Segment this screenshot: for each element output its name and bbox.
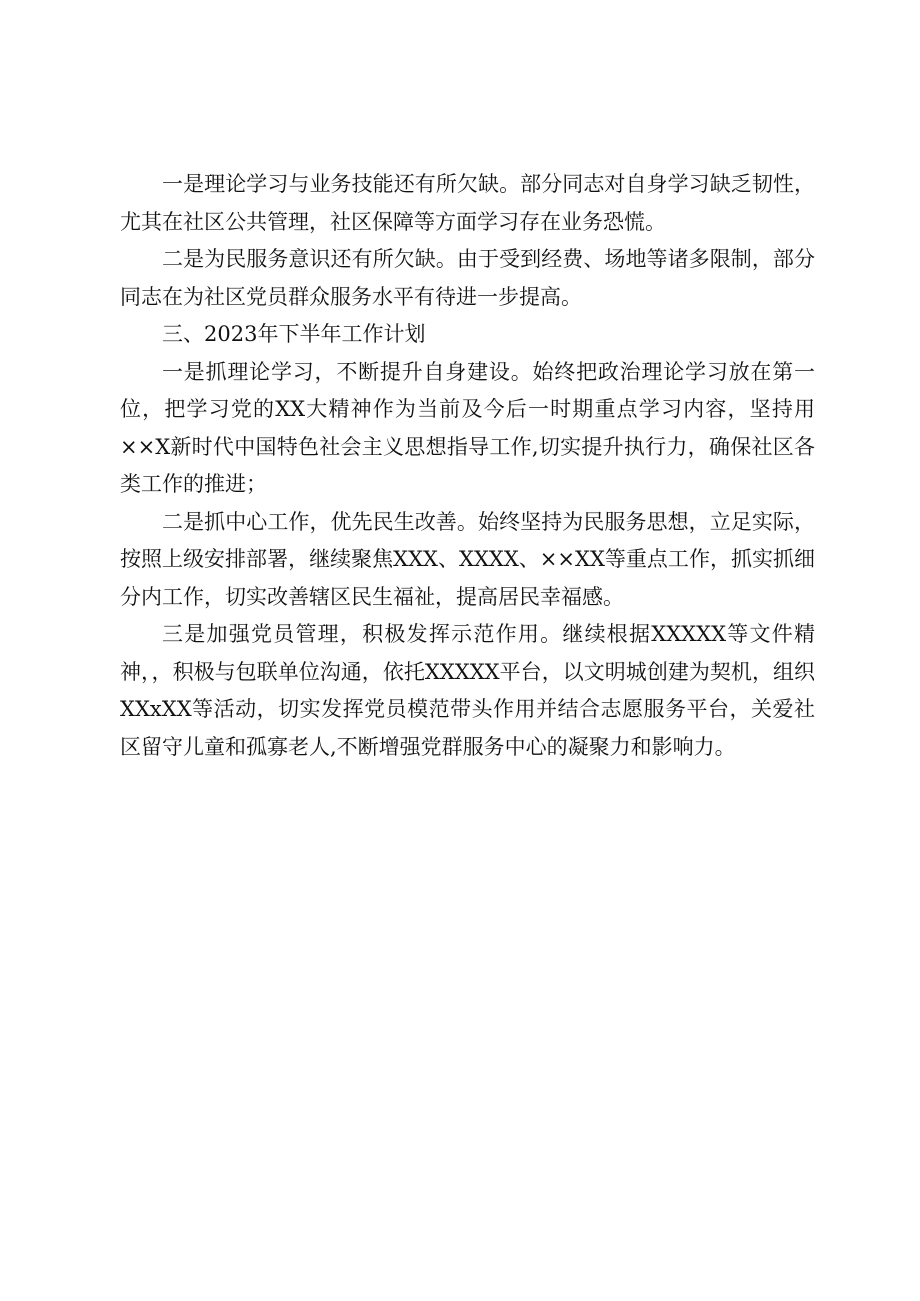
paragraph-shortcoming-study: 一是理论学习与业务技能还有所欠缺。部分同志对自身学习缺乏韧性，尤其在社区公共管理，社区保障等方面学习存在业务恐慌。	[120, 172, 815, 234]
paragraph-plan-party-management: 三是加强党员管理，积极发挥示范作用。继续根据XXXXX等文件精神，，积极与包联单位沟通，依托XXXXX平台，以文明城创建为契机，组织XXxXX等活动，切实发挥党员模范带头作用并结合志愿服务平台，关爱社区留守儿童和孤寡老人,不断增强党群服务中心的凝聚力和影响力。	[120, 622, 815, 759]
document-body	[120, 166, 815, 766]
paragraph-shortcoming-service: 二是为民服务意识还有所欠缺。由于受到经费、场地等诸多限制，部分同志在为社区党员群众服务水平有待进一步提高。	[120, 247, 815, 309]
paragraph-plan-central-work: 二是抓中心工作，优先民生改善。始终坚持为民服务思想，立足实际，按照上级安排部署，继续聚焦XXX、XXXX、××XX等重点工作，抓实抓细分内工作，切实改善辖区民生福祉，提高居民幸福感。	[120, 509, 815, 609]
paragraph-plan-theory-study: 一是抓理论学习，不断提升自身建设。始终把政治理论学习放在第一位，把学习党的XX大精神作为当前及今后一时期重点学习内容，坚持用××X新时代中国特色社会主义思想指导工作,切实提升执行力，确保社区各类工作的推进；	[120, 359, 815, 496]
section-heading-work-plan: 三、2023年下半年工作计划	[162, 322, 426, 346]
